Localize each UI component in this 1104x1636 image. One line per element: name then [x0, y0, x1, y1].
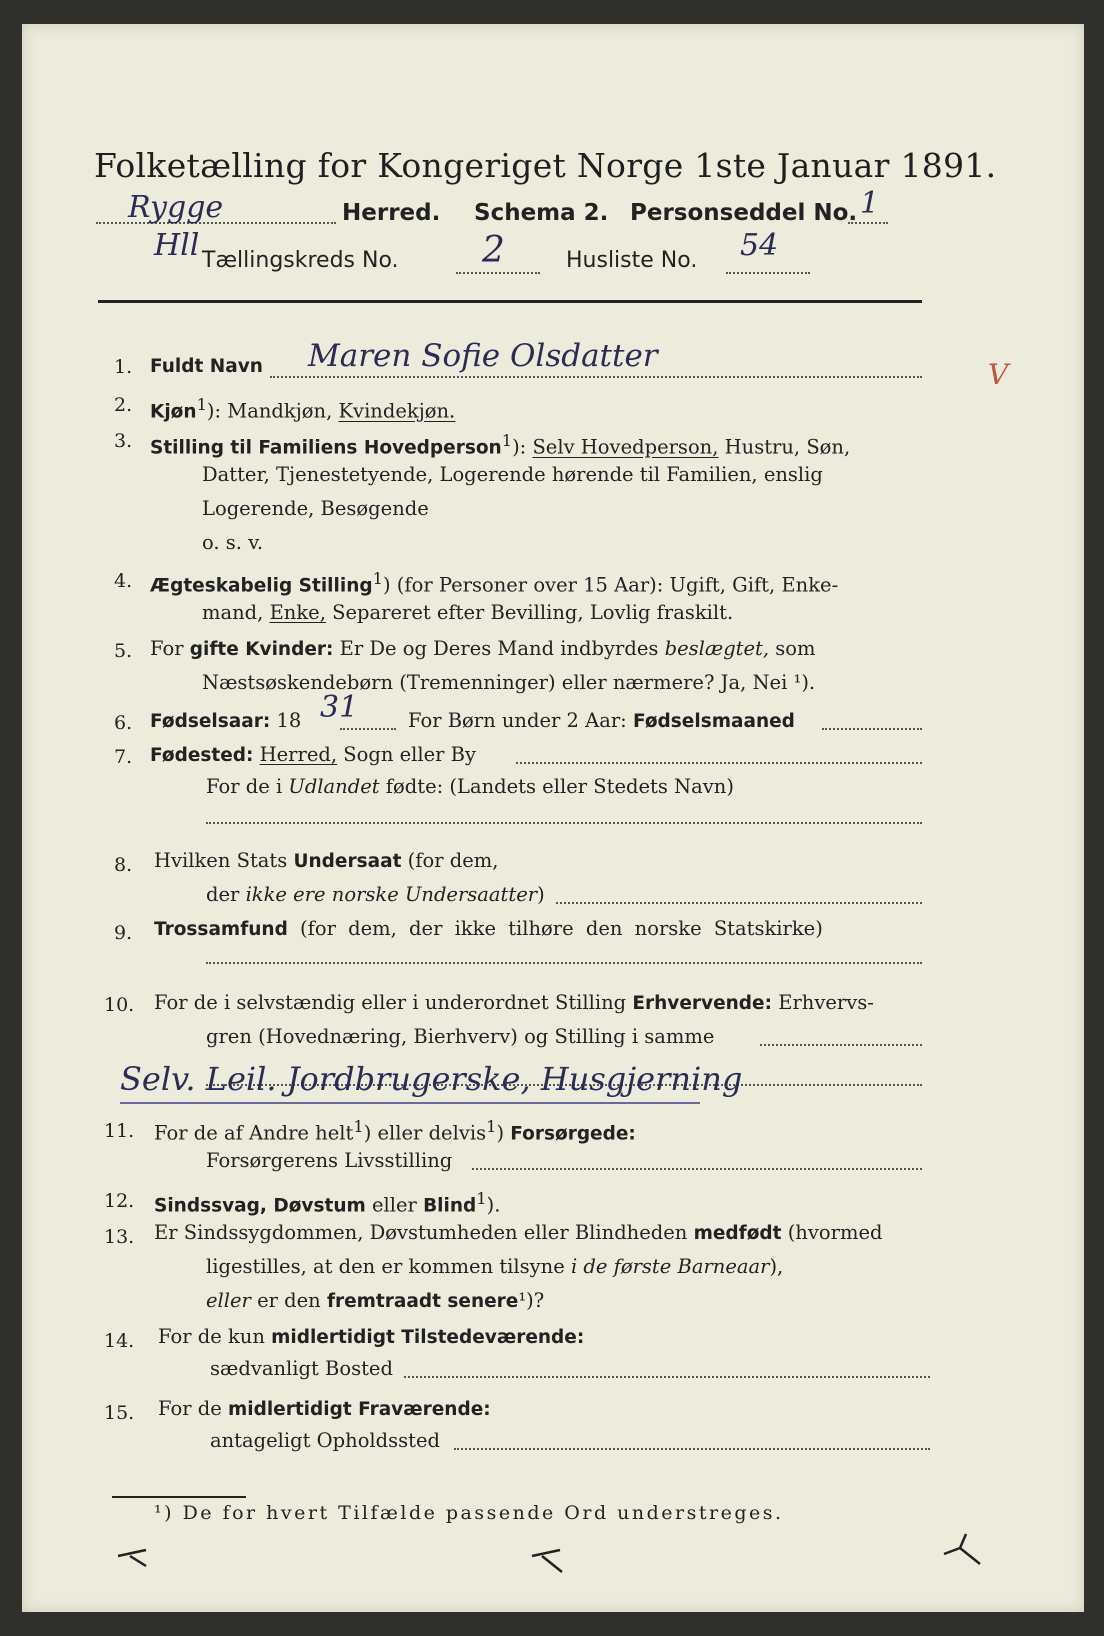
q11-text-a: For de af Andre helt: [154, 1121, 354, 1145]
q10-line2-dotted-line: [760, 1044, 922, 1046]
q7-label: Fødested:: [150, 745, 254, 766]
q12-sup: 1: [476, 1189, 487, 1208]
q5-text-a: For: [150, 637, 184, 660]
q13-line1: [154, 1220, 882, 1247]
q15-number: 15.: [104, 1402, 135, 1424]
q3-line1: [150, 428, 850, 462]
tallingskreds-value: 2: [482, 230, 505, 271]
q7-dotted-line: [516, 762, 922, 764]
q11-sup1: 1: [353, 1117, 364, 1136]
q12-text: eller: [372, 1193, 417, 1217]
q4-label: Ægteskabelig Stilling: [150, 575, 373, 597]
q5-label: gifte Kvinder:: [189, 639, 334, 660]
q13-text-a: Er Sindssygdommen, Døvstumheden eller Blindheden: [154, 1221, 688, 1244]
q14-number: 14.: [104, 1330, 135, 1352]
q6-year-value: 31: [320, 690, 359, 725]
q13-line2-a: ligestilles, at den er kommen tilsyne: [206, 1255, 565, 1278]
schema-label: Schema 2.: [474, 200, 609, 226]
q8-text-a: Hvilken Stats: [154, 849, 288, 872]
q3-line4: o. s. v.: [202, 531, 264, 554]
husliste-value: 54: [740, 228, 779, 263]
q6-number: 6.: [114, 712, 133, 734]
binding-mark-center-icon: [528, 1542, 568, 1582]
header-rule: [98, 300, 922, 303]
q1-label: Fuldt Navn: [150, 356, 263, 377]
q2-line: [150, 392, 455, 426]
q9-dotted-line: [206, 962, 922, 964]
q1-check-mark: V: [988, 358, 1009, 391]
q6-prefix: 18: [276, 709, 302, 732]
q13-line2: [206, 1254, 783, 1280]
q7-line1: [150, 742, 476, 769]
q13-text-b: (hvormed: [787, 1221, 883, 1244]
q8-line2-b: ): [537, 883, 545, 906]
q14-line2: sædvanligt Bosted: [210, 1357, 393, 1380]
footnote-rule: [112, 1496, 246, 1498]
q6-line-b: [408, 708, 795, 735]
q9-text: (for dem, der ikke tilhøre den norske Statskirke): [300, 917, 823, 940]
q13-line3-label: fremtraadt senere: [326, 1291, 519, 1312]
q6-year-dotted-line: [340, 728, 396, 730]
personseddel-label: Personseddel No.: [630, 200, 858, 226]
q8-line2: [206, 882, 545, 908]
q4-line2: [202, 600, 733, 626]
q6-label: Fødselsaar:: [150, 711, 271, 732]
q14-dotted-line: [404, 1376, 930, 1378]
q2-label: Kjøn: [150, 401, 197, 423]
q14-label: midlertidigt Tilstedeværende:: [271, 1327, 585, 1348]
q11-line1: [154, 1114, 636, 1148]
q13-label: medfødt: [693, 1223, 782, 1244]
personseddel-dotted-line: [848, 222, 888, 224]
q4-line1: [150, 566, 838, 600]
q12-label: Sindssvag, Døvstum: [154, 1195, 366, 1217]
q7-abroad-dotted-line: [206, 822, 922, 824]
q13-line2-b: ),: [769, 1255, 784, 1278]
q13-line3-italic: eller: [206, 1289, 251, 1312]
q11-label: Forsørgede:: [510, 1123, 636, 1145]
herred-value: Rygge: [128, 190, 224, 225]
binding-mark-right-icon: [940, 1530, 984, 1570]
footnote: ¹) De for hvert Tilfælde passende Ord understreges.: [154, 1502, 784, 1524]
tallingskreds-dotted-line: [456, 272, 540, 274]
q3-line3: Logerende, Besøgende: [202, 497, 429, 520]
q4-text: ) (for Personer over 15 Aar): Ugift, Gift, Enke-: [382, 573, 839, 597]
q13-line3: [206, 1288, 544, 1315]
binding-mark-left-icon: [116, 1540, 156, 1574]
q9-number: 9.: [114, 922, 133, 944]
q5-italic: beslægtet,: [664, 637, 770, 660]
q4-line2-a: mand,: [202, 601, 264, 624]
q4-line2-b: Separeret efter Bevilling, Lovlig fraskilt.: [332, 601, 734, 624]
q5-line1: [150, 636, 816, 663]
q9-label: Trossamfund: [154, 919, 288, 940]
q4-number: 4.: [114, 570, 133, 592]
q13-line3-a: er den: [257, 1289, 321, 1312]
q1-dotted-line: [270, 376, 922, 378]
tallingskreds-label: Tællingskreds No.: [202, 248, 399, 273]
q8-line2-italic: ikke ere norske Undersaatter: [245, 883, 538, 906]
q3-sup: 1: [501, 431, 513, 450]
q5-line2: Næstsøskendebørn (Tremenninger) eller nærmere? Ja, Nei ¹).: [202, 671, 816, 694]
q7-text: Sogn eller By: [343, 743, 477, 766]
q9-line1: [154, 916, 823, 943]
q8-text-b: (for dem,: [407, 849, 499, 872]
q8-dotted-line: [556, 902, 922, 904]
q15-label: midlertidigt Fraværende:: [227, 1399, 491, 1420]
q8-number: 8.: [114, 854, 133, 876]
q2-number: 2.: [114, 394, 133, 416]
q13-line2-italic: i de første Barneaar: [570, 1255, 770, 1278]
q12-number: 12.: [104, 1190, 135, 1212]
q7-selected: Herred,: [259, 743, 338, 766]
q3-number: 3.: [114, 430, 133, 452]
q2-text: ): Mandkjøn,: [206, 399, 333, 423]
q4-selected: Enke,: [269, 601, 326, 624]
personseddel-value: 1: [860, 186, 880, 221]
q14-line1: [158, 1324, 584, 1351]
q10-line2: gren (Hovednæring, Bierhverv) og Stilling i samme: [206, 1025, 715, 1048]
q10-occupation-underline: [120, 1102, 700, 1104]
q11-text-c: ): [496, 1121, 505, 1145]
q12-text-b: ).: [486, 1193, 501, 1217]
q11-text-b: ) eller delvis: [363, 1121, 487, 1145]
q14-text: For de kun: [158, 1325, 265, 1348]
q8-line1: [154, 848, 498, 875]
q13-number: 13.: [104, 1226, 135, 1248]
q11-line2: Forsørgerens Livsstilling: [206, 1149, 453, 1172]
q3-label: Stilling til Familiens Hovedperson: [150, 437, 502, 459]
q10-label: Erhvervende:: [632, 993, 772, 1014]
q15-dotted-line: [454, 1448, 930, 1450]
q5-text-c: som: [775, 637, 816, 660]
husliste-dotted-line: [726, 272, 810, 274]
q10-text-b: Erhvervs-: [778, 991, 874, 1014]
q8-label: Undersaat: [293, 851, 402, 872]
q5-number: 5.: [114, 640, 133, 662]
q7-line2-italic: Udlandet: [288, 775, 380, 798]
q6-label2: Fødselsmaaned: [632, 711, 795, 732]
q4-sup: 1: [372, 569, 383, 588]
q2-sup: 1: [196, 395, 207, 414]
q6-text: For Børn under 2 Aar:: [408, 709, 627, 732]
q3-selected: Selv Hovedperson,: [532, 435, 719, 459]
q10-line1: [154, 990, 874, 1017]
q10-occupation-value: Selv. Leil. Jordbrugerske, Husgjerning: [120, 1060, 743, 1098]
q7-line2: [206, 774, 734, 800]
herred-label: Herred.: [342, 200, 441, 226]
husliste-label: Husliste No.: [566, 248, 698, 273]
q6-line: [150, 708, 301, 735]
q1-name-value: Maren Sofie Olsdatter: [308, 338, 658, 374]
q12-line: [154, 1186, 500, 1220]
q7-line2-b: fødte: (Landets eller Stedets Navn): [385, 775, 734, 798]
q6-month-dotted-line: [822, 728, 922, 730]
q15-line2: antageligt Opholdssted: [210, 1429, 441, 1452]
q8-line2-a: der: [206, 883, 240, 906]
q13-line3-b: ¹)?: [518, 1289, 545, 1312]
q15-line1: [158, 1396, 491, 1423]
q3-text-b: Hustru, Søn,: [724, 435, 851, 459]
q11-dotted-line: [472, 1168, 922, 1170]
q10-text-a: For de i selvstændig eller i underordnet Stilling: [154, 991, 627, 1014]
q3-text-a: ):: [512, 435, 527, 459]
q3-line2: Datter, Tjenestetyende, Logerende hørende til Familien, enslig: [202, 463, 823, 486]
q1-number: 1.: [114, 356, 133, 378]
q11-number: 11.: [104, 1120, 135, 1142]
q5-text-b: Er De og Deres Mand indbyrdes: [339, 637, 659, 660]
q11-sup2: 1: [486, 1117, 497, 1136]
q15-text: For de: [158, 1397, 222, 1420]
q2-selected: Kvindekjøn.: [338, 399, 456, 423]
form-title: Folketælling for Kongeriget Norge 1ste Januar 1891.: [94, 146, 997, 185]
q7-line2-a: For de i: [206, 775, 283, 798]
margin-initials: Hll: [154, 228, 200, 263]
q7-number: 7.: [114, 746, 133, 768]
q12-label2: Blind: [423, 1195, 477, 1217]
q10-number: 10.: [104, 994, 135, 1016]
